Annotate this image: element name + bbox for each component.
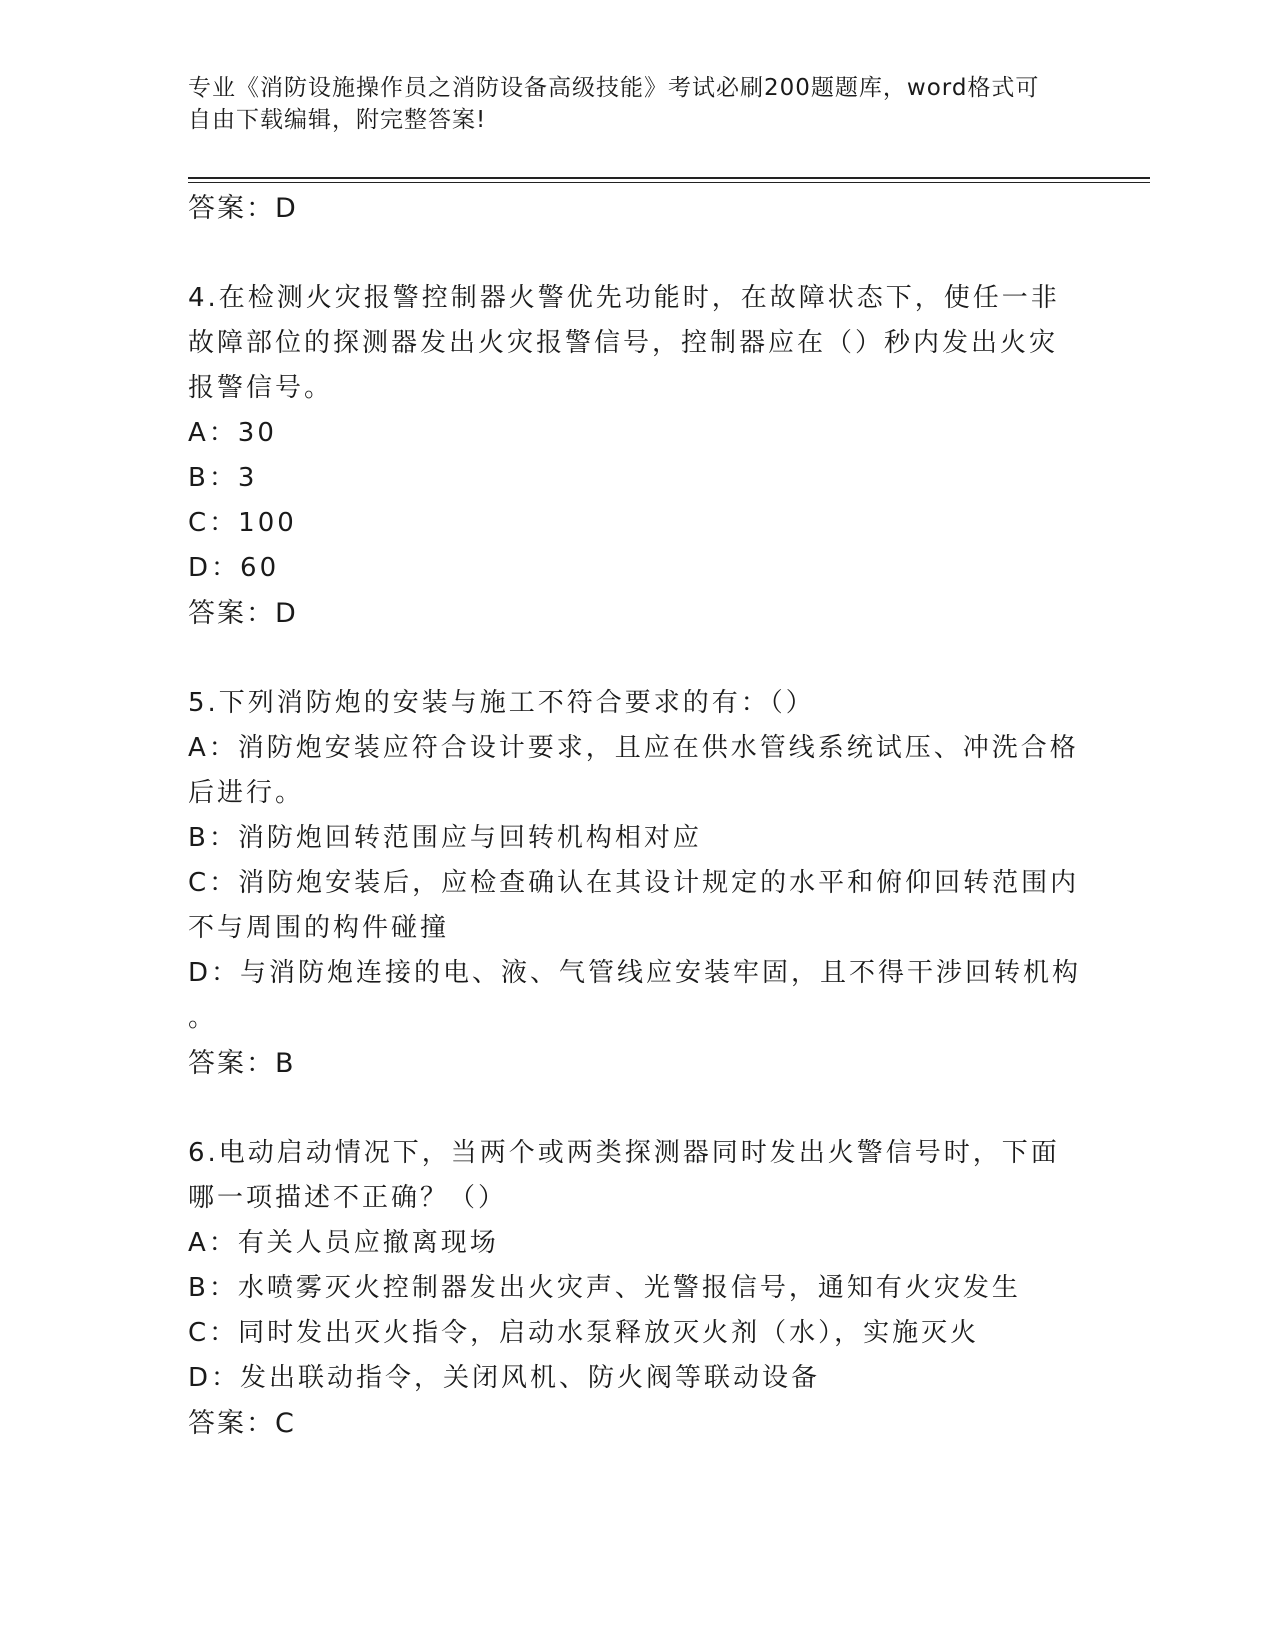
question-4 bbox=[188, 276, 1088, 636]
answer-q4: 答案：D bbox=[188, 598, 298, 629]
question-body bbox=[188, 186, 1088, 1446]
question-4-option-d: D：60 bbox=[188, 553, 280, 583]
question-5-option-a-cont: 后进行。 bbox=[188, 778, 305, 808]
header-divider-top bbox=[188, 177, 1150, 179]
question-6-stem-line-1: 6.电动启动情况下，当两个或两类探测器同时发出火警信号时，下面 bbox=[188, 1138, 1060, 1168]
question-6 bbox=[188, 1131, 1088, 1446]
question-5-stem: 5.下列消防炮的安装与施工不符合要求的有：（） bbox=[188, 688, 815, 718]
question-5 bbox=[188, 681, 1088, 1086]
answer-q6: 答案：C bbox=[188, 1408, 296, 1439]
question-4-stem-line-2: 故障部位的探测器发出火灾报警信号，控制器应在（）秒内发出火灾 bbox=[188, 328, 1059, 358]
question-5-option-d: D：与消防炮连接的电、液、气管线应安装牢固，且不得干涉回转机构 bbox=[188, 958, 1082, 988]
answer-q5: 答案：B bbox=[188, 1048, 296, 1079]
header-line-2: 自由下载编辑，附完整答案! bbox=[188, 107, 487, 133]
question-4-option-c: C：100 bbox=[188, 508, 297, 538]
answer-q3: 答案：D bbox=[188, 193, 298, 224]
question-6-option-c: C：同时发出灭火指令，启动水泵释放灭火剂（水），实施灭火 bbox=[188, 1318, 980, 1348]
header-line-1: 专业《消防设施操作员之消防设备高级技能》考试必刷200题题库，word格式可 bbox=[188, 75, 1040, 101]
question-4-stem-line-3: 报警信号。 bbox=[188, 373, 334, 403]
question-5-option-d-cont: 。 bbox=[188, 1003, 218, 1033]
header-divider-bottom bbox=[188, 182, 1150, 183]
spacer bbox=[188, 636, 1088, 681]
question-6-stem-line-2: 哪一项描述不正确？（） bbox=[188, 1183, 508, 1213]
question-5-option-c-cont: 不与周围的构件碰撞 bbox=[188, 913, 450, 943]
question-6-option-d: D：发出联动指令，关闭风机、防火阀等联动设备 bbox=[188, 1363, 821, 1393]
question-6-option-b: B：水喷雾灭火控制器发出火灾声、光警报信号，通知有火灾发生 bbox=[188, 1273, 1021, 1303]
page-header bbox=[188, 72, 1068, 136]
question-5-option-a: A：消防炮安装应符合设计要求，且应在供水管线系统试压、冲洗合格 bbox=[188, 733, 1079, 763]
question-5-option-c: C：消防炮安装后，应检查确认在其设计规定的水平和俯仰回转范围内 bbox=[188, 868, 1080, 898]
question-4-stem-line-1: 4.在检测火灾报警控制器火警优先功能时，在故障状态下，使任一非 bbox=[188, 283, 1060, 313]
spacer bbox=[188, 1086, 1088, 1131]
spacer bbox=[188, 231, 1088, 276]
question-4-option-a: A：30 bbox=[188, 418, 277, 448]
question-5-option-b: B：消防炮回转范围应与回转机构相对应 bbox=[188, 823, 702, 853]
question-6-option-a: A：有关人员应撤离现场 bbox=[188, 1228, 499, 1258]
question-4-option-b: B：3 bbox=[188, 463, 258, 493]
